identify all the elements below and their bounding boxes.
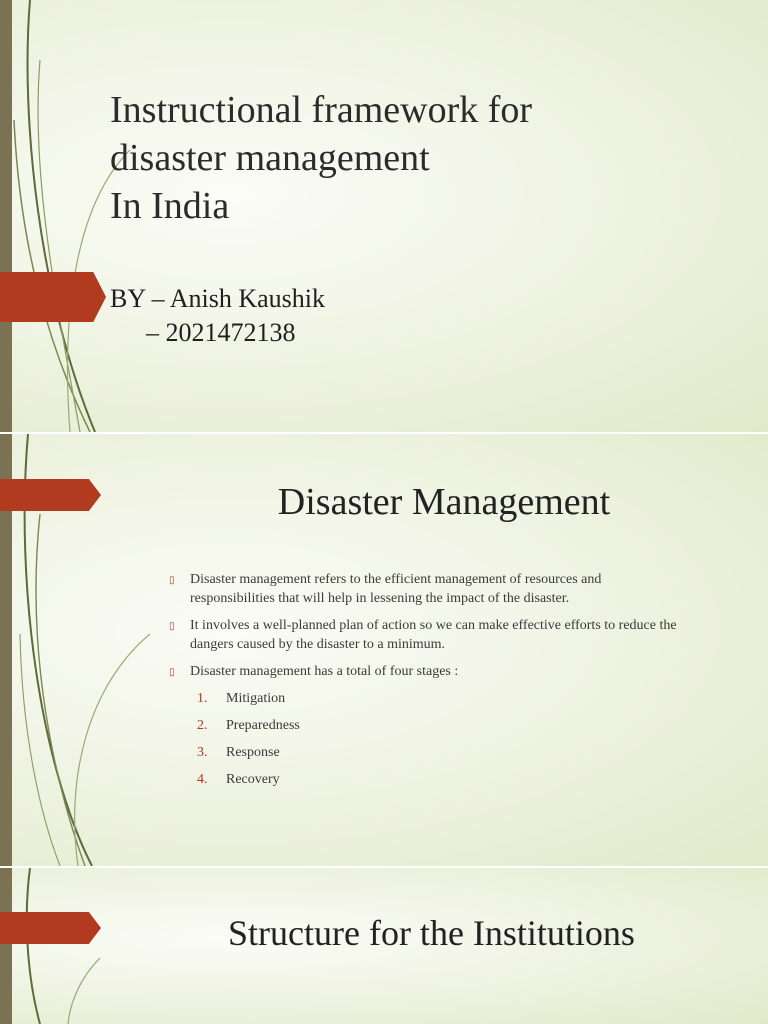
bullet-text: Disaster management refers to the efficient management of resources and responsibilities that will help in lessening the impact of the disaster. xyxy=(190,572,602,606)
bullet-text: It involves a well-planned plan of action so we can make effective efforts to reduce the dangers caused by the disaster to a minimum. xyxy=(190,618,677,652)
bullet-item xyxy=(165,570,685,608)
decorative-vine-lines xyxy=(0,868,120,1024)
accent-arrow-tab xyxy=(0,272,106,322)
title-line: In India xyxy=(110,185,230,227)
list-label: Mitigation xyxy=(226,691,286,706)
author-name: BY – Anish Kaushik xyxy=(110,284,325,313)
slide-edge-bar xyxy=(0,868,12,1024)
slide-title-heading xyxy=(110,86,670,230)
author-byline xyxy=(110,282,325,350)
list-label: Response xyxy=(226,745,280,760)
slide-institution-structure xyxy=(0,868,768,1024)
accent-arrow-tab xyxy=(0,912,101,944)
bullet-marker-icon: ▯ xyxy=(169,667,175,678)
title-line: disaster management xyxy=(110,137,430,179)
list-item xyxy=(165,743,685,770)
list-number: 3. xyxy=(197,745,208,760)
list-item xyxy=(165,716,685,743)
bullet-item xyxy=(165,662,685,681)
slide-edge-bar xyxy=(0,0,12,432)
slide-disaster-management xyxy=(0,434,768,866)
slide-heading: Structure for the Institutions xyxy=(228,913,635,953)
slide-heading: Disaster Management xyxy=(277,481,611,523)
stages-list xyxy=(165,689,685,797)
title-line: Instructional framework for xyxy=(110,89,533,131)
slide-body xyxy=(165,570,685,797)
bullet-marker-icon: ▯ xyxy=(169,575,175,586)
bullet-marker-icon: ▯ xyxy=(169,621,175,632)
bullet-item xyxy=(165,616,685,654)
list-number: 4. xyxy=(197,772,208,787)
list-number: 1. xyxy=(197,691,208,706)
bullet-text: Disaster management has a total of four stages : xyxy=(190,664,459,679)
list-number: 2. xyxy=(197,718,208,733)
list-item xyxy=(165,770,685,797)
list-label: Preparedness xyxy=(226,718,300,733)
list-label: Recovery xyxy=(226,772,280,787)
list-item xyxy=(165,689,685,716)
slide-title xyxy=(0,0,768,432)
author-roll-number: – 2021472138 xyxy=(146,318,296,347)
